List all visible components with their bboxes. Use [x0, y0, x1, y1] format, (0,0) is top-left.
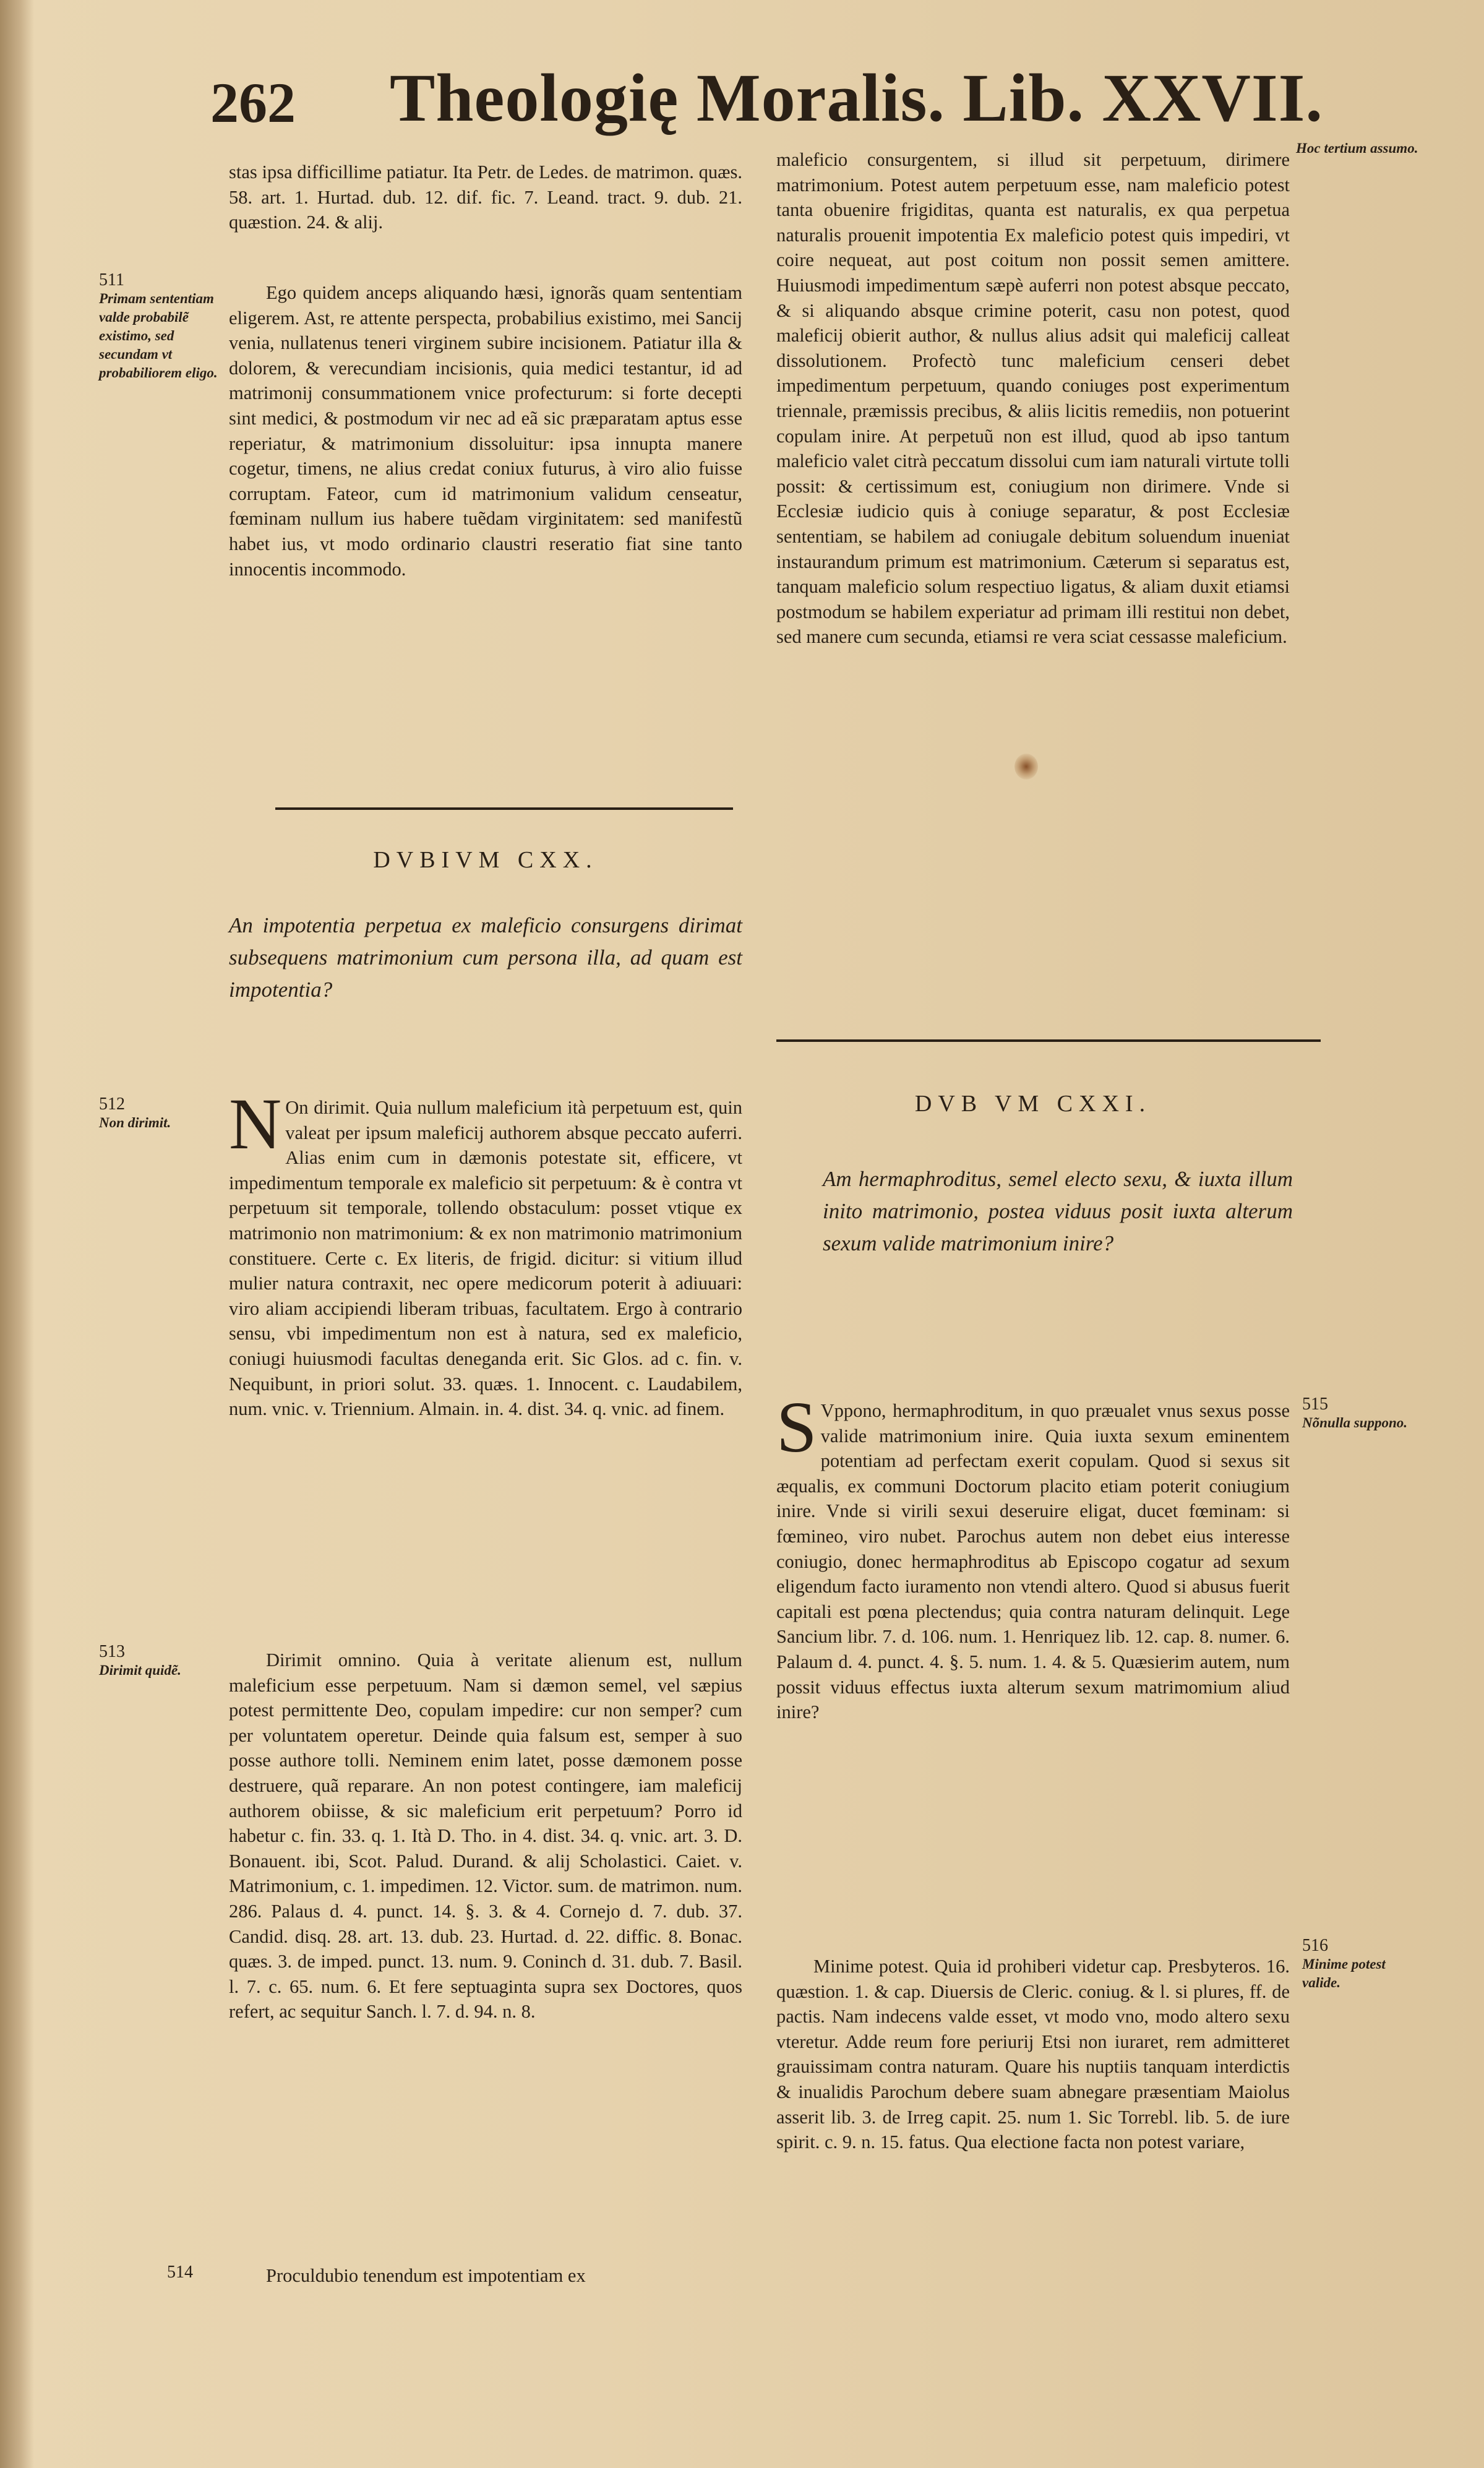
left-para2-text: Ego quidem anceps aliquando hæsi, ignorãs quam sententiam eligerem. Ast, re attente perspecta, probabilius existimo, mei Sancij venia, nullatenus teneri virginem subire incisionem. Patiatur illa & dolorem, & verecundiam incisionis, quia medici testantur, id ad matrimonij consummationem vnice profecturum: si forte decepti sint medici, & postmodum vir nec ad eã sic præparatam aptus esse reperiatur, & matrimonium dissoluitur: ipsa innupta manere cogetur, timens, ne alius credat coniux futurus, à viro alio fuisse corruptam. Fateor, cum id matrimonium validum censeatur, fœminam nullum ius habere tuẽdam virginitatem: sed manifestũ habet ius, vt modo ordinario claustri reseratio fiat sine tanto innocentis incommodo. — [229, 282, 742, 580]
dubium-121-heading: DVB VM CXXI. — [914, 1091, 1152, 1117]
margin-note-516 — [1302, 1937, 1426, 1992]
right-para3-text: Minime potest. Quia id prohiberi videtur cap. Presbyteros. 16. quæstion. 1. & cap. Diuersis de Cleric. coniug. & l. si plures, ff. de pactis. Nam indecens valde esset, vt modo vno, modo altero sexu vteretur. Adde reum fore periurij Etsi non iuraret, rem admitteret grauissimam contra naturam. Quare his nuptiis tanquam interdictis & inualidis Parochum debere suam abnegare præsentiam Maiolus asserit lib. 3. de Irreg capit. 25. num 1. Sic Torrebl. lib. 5. de iure spirit. c. 9. n. 15. fatus. Qua electione facta non potest variare, — [776, 1956, 1290, 2153]
margin-text-516: Minime potest valide. — [1302, 1956, 1386, 1990]
margin-text-511: Primam sententiam valde probabilẽ existimo, sed secundam vt probabiliorem eligo. — [99, 291, 218, 381]
margin-text-513: Dirimit quidẽ. — [99, 1662, 181, 1678]
left-paragraph-1 — [229, 160, 742, 235]
margin-note-513 — [99, 1643, 229, 1680]
margin-note-514 — [167, 2263, 229, 2282]
section-rule-120 — [275, 807, 733, 810]
margin-number-514: 514 — [167, 2263, 193, 2282]
dropcap-n: N — [229, 1083, 282, 1164]
ink-stain — [1014, 754, 1038, 780]
page-number: 262 — [210, 71, 296, 134]
margin-text-hoc-tertium: Hoc tertium assumo. — [1296, 140, 1418, 156]
page-edge-shadow — [0, 0, 34, 2468]
left-paragraph-3 — [229, 1083, 742, 1422]
margin-text-512: Non dirimit. — [99, 1115, 171, 1130]
right-paragraph-2 — [776, 1387, 1290, 1725]
margin-text-515: Nõnulla suppono. — [1302, 1415, 1408, 1430]
left-para4-text: Dirimit omnino. Quia à veritate alienum est, nullum maleficium esse perpetuum. Nam si dæmon semel, vel sæpius potest permittente Deo, copulam impedire: cur non semper? cum per voluntatem operetur. Deinde quia falsum est, semper à suo posse authore tolli. Neminem enim latet, posse dæmonem posse destruere, quã reparare. An non potest contingere, iam maleficij authorem obiisse, & sic maleficium erit perpetuum? Porro id habetur c. fin. 33. q. 1. Ità D. Tho. in 4. dist. 34. q. vnic. art. 3. D. Bonauent. ibi, Scot. Palud. Durand. & alij Scholastici. Caiet. v. Matrimonium, c. 1. impedimen. 12. Victor. sum. de matrimon. num. 286. Palaus d. 4. punct. 14. §. 3. & 4. Cornejo d. 7. dub. 37. Candid. disq. 28. art. 13. dub. 23. Hurtad. d. 22. diffic. 8. Bonac. quæs. 3. de imped. punct. 13. num. 9. Coninch d. 31. dub. 7. Basil. l. 7. c. 65. num. 6. Et fere septuaginta supra sex Doctores, quos refert, ac sequitur Sanch. l. 7. d. 94. n. 8. — [229, 1649, 742, 2023]
margin-note-515 — [1302, 1395, 1426, 1432]
left-para5-text: Proculdubio tenendum est impotentiam ex — [266, 2265, 586, 2286]
margin-number-512: 512 — [99, 1094, 125, 1114]
question-121: Am hermaphroditus, semel electo sexu, & iuxta illum inito matrimonio, postea viduus posit iuxta alterum sexum valide matrimonium inire? — [823, 1167, 1293, 1255]
margin-number-516: 516 — [1302, 1936, 1328, 1955]
right-paragraph-1 — [776, 147, 1290, 650]
running-title: Theologię Moralis. Lib. XXVII. — [390, 60, 1323, 135]
dropcap-s: S — [776, 1387, 817, 1468]
right-paragraph-3 — [776, 1954, 1290, 2155]
running-header — [210, 59, 1324, 145]
left-paragraph-4 — [229, 1648, 742, 2024]
question-120: An impotentia perpetua ex maleficio consurgens dirimat subsequens matrimonium cum persona illa, ad quam est impotentia? — [229, 913, 742, 1002]
margin-note-512 — [99, 1095, 229, 1132]
right-para1-text: maleficio consurgentem, si illud sit perpetuum, dirimere matrimonium. Potest autem perpetuum esse, nam maleficio potest tanta obuenire frigiditas, quanta est naturalis, ex qua perpetua naturalis prouenit impotentia Ex maleficio potest quis impediri, vt coire nequeat, aut post coitum non possit semen amittere. Huiusmodi impedimentum sæpè auferri non potest absque peccato, & si aliquando absque crimine poterit, casu non potest, quod maleficij obierit author, & nullus alius adsit qui maleficij calleat dissolutionem. Profectò tunc maleficium censeri debet impedimentum perpetuum, quando coniuges post experimentum triennale, præmissis precibus, & aliis licitis remediis, non potuerint copulam inire. At perpetuũ non est illud, quod ab ipso tantum maleficio valet citrà peccatum dissolui cum iam naturali virtute tolli possit: & certissimum est, coniugium non dirimere. Vnde si Ecclesiæ iudicio quis à coniuge separatur, & post Ecclesiæ sententiam, se habilem ad coniugale debitum soluendum inueniat instaurandum primum est matrimonium. Cæterum si separatus est, tanquam maleficio solum respectiuo ligatus, & aliam duxit etiamsi postmodum se habilem experiatur ad primam illi restitui non debet, sed manere cum secunda, etiamsi re vera sciat cessasse maleficium. — [776, 149, 1290, 648]
margin-note-511 — [99, 271, 229, 382]
section-rule-121 — [776, 1039, 1321, 1042]
margin-number-513: 513 — [99, 1642, 125, 1661]
right-para2-text: Vppono, hermaphroditum, in quo præualet vnus sexus posse valide matrimonium inire. Quia iuxta sexum eminentem potentiam ad perfectam exerit copulam. Quod si sexus sit æqualis, ex communi Doctorum placito etiam poterit coniugium inire. Vnde si virili sexui deseruire eligat, ducet fœminam: si fœmineo, viro nubet. Parochus autem non debet eius interesse coniugio, donec hermaphroditus ab Episcopo cogatur ad sexum eligendum facto iuramento non vtendi altero. Quod si abusus fuerit capitali est pœna plectendus; quia contra naturam delinquit. Lege Sancium libr. 7. d. 106. num. 1. Henriquez lib. 12. cap. 8. numer. 6. Palaum d. 4. punct. 4. §. 5. num. 1. 4. & 5. Quæsierim autem, num possit viduus effectus iuxta alterum sexum matrimomium aliud inire? — [776, 1400, 1290, 1723]
left-paragraph-2 — [229, 280, 742, 582]
left-para1-text: stas ipsa difficillime patiatur. Ita Petr. de Ledes. de matrimon. quæs. 58. art. 1. Hurtad. dub. 12. dif. fic. 7. Leand. tract. 9. dub. 21. quæstion. 24. & alij. — [229, 161, 742, 233]
margin-note-hoc-tertium — [1296, 139, 1420, 158]
dubium-120-heading: DVBIVM CXX. — [373, 847, 598, 873]
left-para3-text: On dirimit. Quia nullum maleficium ità perpetuum est, quin valeat per ipsum maleficij authorem absque peccato auferri. Alias enim cum in dæmonis potestate sit, efficere, vt impedimentum temporale ex maleficio sit perpetuum: & è contra vt perpetuum sit temporale, tollendo obstaculum: posset vtique ex matrimonio non matrimonium: & ex non matrimonio matrimonium constituere. Certe c. Ex literis, de frigid. dicitur: si vitium illud mulier natura contraxit, nec opere medicorum poterit à adiuuari: viro aliam accipiendi liberam tribuas, facultatem. Ergo à contrario sensu, vbi impedimentum non est à natura, sed ex maleficio, coniugi huiusmodi facultas deneganda erit. Sic Glos. ad c. fin. v. Nequibunt, in priori solut. 33. quæs. 1. Innocent. c. Laudabilem, num. vnic. v. Triennium. Almain. in. 4. dist. 34. q. vnic. ad finem. — [229, 1097, 742, 1420]
left-paragraph-5 — [229, 2263, 742, 2289]
margin-number-511: 511 — [99, 270, 124, 290]
margin-number-515: 515 — [1302, 1395, 1328, 1414]
